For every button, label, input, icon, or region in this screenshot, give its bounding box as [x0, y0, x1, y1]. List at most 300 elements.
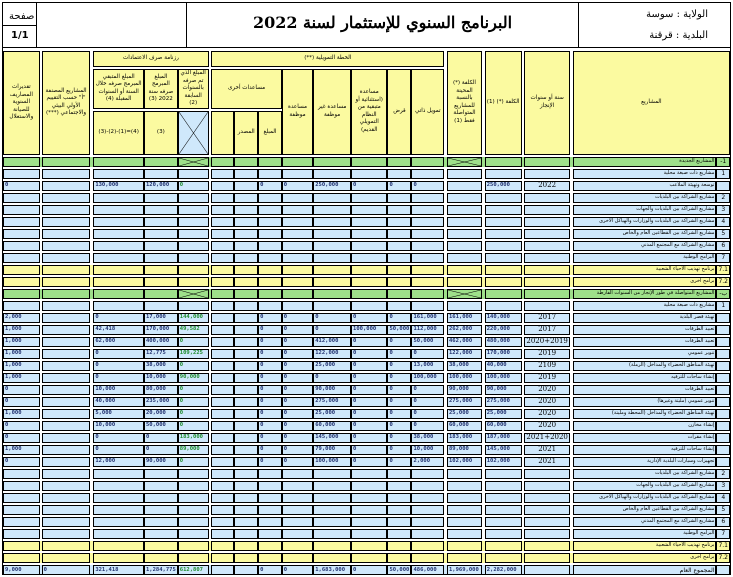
cell-committed — [447, 253, 482, 263]
total-row — [3, 565, 730, 576]
cell-maintenance — [3, 205, 40, 215]
cell-this-year: 90,000 — [144, 457, 178, 467]
cell-rank: 7 — [716, 253, 730, 263]
cell-blank — [211, 409, 234, 419]
cell-assigned-aid — [282, 301, 314, 311]
cell-committed — [447, 553, 482, 563]
cell-unassigned-aid: 90,000 — [313, 385, 351, 395]
cell-name: إنشاء مخازن — [573, 421, 717, 431]
cell-source — [234, 409, 258, 419]
cell-special-aid — [351, 289, 387, 299]
cell-special-aid — [351, 541, 387, 551]
cell-committed — [447, 505, 482, 515]
table-row — [3, 277, 730, 287]
cell-this-year — [144, 301, 178, 311]
investment-table — [3, 49, 730, 575]
cell-name: إنشاء ساحات للترفيه — [573, 373, 717, 383]
cell-source — [234, 565, 258, 576]
cell-social — [42, 169, 91, 179]
cell-source — [234, 217, 258, 227]
cell-special-aid: 0 — [351, 445, 387, 455]
cell-assigned-aid: 0 — [282, 445, 314, 455]
cell-special-aid — [351, 301, 387, 311]
cell-assigned-aid — [282, 481, 314, 491]
cell-rank — [716, 433, 730, 443]
cell-maintenance: 0 — [3, 457, 40, 467]
cell-social — [42, 301, 91, 311]
cell-cost — [485, 529, 522, 539]
cell-remaining: 0 — [93, 433, 144, 443]
cell-self-fin: 0 — [411, 397, 444, 407]
cell-committed — [447, 469, 482, 479]
cell-loan — [387, 553, 411, 563]
cell-prev-disb — [178, 241, 209, 251]
cell-committed — [447, 157, 482, 167]
cell-prev-disb: 0 — [178, 397, 209, 407]
cell-unassigned-aid — [313, 529, 351, 539]
cell-loan: 0 — [387, 313, 411, 323]
cell-committed: 183,000 — [447, 433, 482, 443]
cell-unassigned-aid — [313, 157, 351, 167]
cell-special-aid: 0 — [351, 337, 387, 347]
cell-prev-disb — [178, 253, 209, 263]
cell-unassigned-aid — [313, 517, 351, 527]
cell-committed: 38,000 — [447, 361, 482, 371]
cell-this-year — [144, 253, 178, 263]
cell-remaining: 12,000 — [93, 457, 144, 467]
cell-maintenance — [3, 529, 40, 539]
cell-rank: 1 — [716, 169, 730, 179]
cell-source — [234, 553, 258, 563]
cell-self-fin — [411, 493, 444, 503]
cell-unassigned-aid: 25,000 — [313, 361, 351, 371]
cell-committed: 89,000 — [447, 445, 482, 455]
cell-this-year: 10,000 — [144, 373, 178, 383]
cell-maintenance — [3, 253, 40, 263]
cell-amount: 0 — [258, 409, 282, 419]
cell-maintenance — [3, 469, 40, 479]
cell-name: تعبيد الطرقات — [573, 325, 717, 335]
cell-blank — [211, 169, 234, 179]
cell-year — [524, 277, 570, 287]
cell-assigned-aid — [282, 157, 314, 167]
cell-blank — [211, 337, 234, 347]
cell-name: برامج أخرى — [573, 553, 717, 563]
cell-social — [42, 205, 91, 215]
table-row — [3, 361, 730, 371]
cell-amount: 0 — [258, 457, 282, 467]
cell-committed: 60,000 — [447, 421, 482, 431]
cell-amount — [258, 505, 282, 515]
cell-name: تهيئة المناطق الخضراء والمداخل (الرملة) — [573, 361, 717, 371]
cell-loan: 0 — [387, 373, 411, 383]
cell-remaining — [93, 481, 144, 491]
table-row — [3, 529, 730, 539]
cell-maintenance — [3, 541, 40, 551]
cell-assigned-aid — [282, 469, 314, 479]
cell-committed: 122,000 — [447, 349, 482, 359]
cell-social — [42, 517, 91, 527]
cell-amount — [258, 541, 282, 551]
cell-committed: 275,000 — [447, 397, 482, 407]
table-row — [3, 457, 730, 467]
cell-loan: 0 — [387, 361, 411, 371]
cell-amount — [258, 193, 282, 203]
cell-prev-disb: 0 — [178, 337, 209, 347]
cell-maintenance — [3, 481, 40, 491]
cell-social — [42, 433, 91, 443]
cell-year — [524, 505, 570, 515]
cell-remaining — [93, 517, 144, 527]
cell-assigned-aid — [282, 541, 314, 551]
cell-unassigned-aid — [313, 301, 351, 311]
cell-committed: 262,000 — [447, 325, 482, 335]
cell-blank — [211, 481, 234, 491]
cell-prev-disb — [178, 277, 209, 287]
table-row — [3, 409, 730, 419]
cell-assigned-aid — [282, 529, 314, 539]
cell-source — [234, 349, 258, 359]
cell-this-year — [144, 265, 178, 275]
cell-amount: 0 — [258, 433, 282, 443]
cell-year — [524, 217, 570, 227]
cell-name: مشاريع الشراكة مع المجتمع المدني — [573, 241, 717, 251]
cell-cost — [485, 205, 522, 215]
cell-name: المشاريع الجديدة — [573, 157, 717, 167]
cell-cost — [485, 517, 522, 527]
cell-remaining — [93, 229, 144, 239]
cell-unassigned-aid — [313, 277, 351, 287]
cell-source — [234, 457, 258, 467]
cell-prev-disb: 144,000 — [178, 313, 209, 323]
cell-cost — [485, 289, 522, 299]
cell-remaining — [93, 541, 144, 551]
cell-blank — [211, 469, 234, 479]
cell-amount: 0 — [258, 565, 282, 576]
cell-unassigned-aid: 79,000 — [313, 445, 351, 455]
cell-this-year — [144, 493, 178, 503]
cell-social — [42, 241, 91, 251]
cell-social — [42, 157, 91, 167]
col-other-aid: مساعدات أخرى — [211, 69, 281, 109]
cell-prev-disb: 109,225 — [178, 349, 209, 359]
cell-special-aid — [351, 505, 387, 515]
cell-assigned-aid: 0 — [282, 565, 314, 576]
cell-maintenance: 1,000 — [3, 349, 40, 359]
cell-amount: 0 — [258, 313, 282, 323]
cell-committed — [447, 193, 482, 203]
cell-amount — [258, 157, 282, 167]
cell-committed — [447, 169, 482, 179]
cell-prev-disb — [178, 529, 209, 539]
cell-source — [234, 193, 258, 203]
cell-maintenance: 0 — [3, 397, 40, 407]
cell-rank: 2 — [716, 193, 730, 203]
cell-blank — [211, 217, 234, 227]
cell-remaining — [93, 157, 144, 167]
cell-maintenance — [3, 301, 40, 311]
table-row — [3, 253, 730, 263]
table-row — [3, 289, 730, 299]
cell-year: 2020 — [524, 409, 570, 419]
cell-rank: 4 — [716, 217, 730, 227]
cell-special-aid — [351, 229, 387, 239]
cell-source — [234, 529, 258, 539]
cell-social — [42, 409, 91, 419]
cell-loan — [387, 217, 411, 227]
cell-amount — [258, 517, 282, 527]
cell-rank: 3 — [716, 205, 730, 215]
cell-year: 2109 — [524, 361, 570, 371]
cell-social — [42, 541, 91, 551]
cell-loan — [387, 469, 411, 479]
cell-blank — [211, 301, 234, 311]
cell-amount — [258, 169, 282, 179]
cell-source — [234, 289, 258, 299]
col-formula: (4)=(1)-(2)-(3) — [93, 111, 144, 155]
cell-source — [234, 313, 258, 323]
cell-name: تعبيد الطرقات — [573, 385, 717, 395]
cell-unassigned-aid: 25,000 — [313, 409, 351, 419]
cell-name: تنوير عمومي — [573, 349, 717, 359]
cell-this-year: 0 — [144, 445, 178, 455]
cell-name: برنامج تهذيب الأحياء الشعبية — [573, 265, 717, 275]
cell-rank: 2 — [716, 469, 730, 479]
cell-cost — [485, 277, 522, 287]
cell-remaining: 0 — [93, 349, 144, 359]
cell-amount — [258, 229, 282, 239]
cell-source — [234, 481, 258, 491]
cell-unassigned-aid — [313, 205, 351, 215]
cell-loan: 0 — [387, 385, 411, 395]
cell-blank — [211, 325, 234, 335]
cell-cost: 40,000 — [485, 361, 522, 371]
cell-committed — [447, 217, 482, 227]
cell-cost: 100,000 — [485, 373, 522, 383]
cell-cost — [485, 265, 522, 275]
cell-loan: 0 — [387, 445, 411, 455]
cell-this-year — [144, 553, 178, 563]
cell-this-year: 20,000 — [144, 409, 178, 419]
cell-rank: 1- — [716, 157, 730, 167]
col-financing-group: الخطة التمويلية (**) — [211, 51, 444, 67]
cell-unassigned-aid — [313, 193, 351, 203]
col-unassigned-aid: مساعدة غير موظفة — [313, 69, 351, 155]
cell-prev-disb: 49,582 — [178, 325, 209, 335]
table-row — [3, 217, 730, 227]
cell-assigned-aid: 0 — [282, 421, 314, 431]
cell-blank — [211, 289, 234, 299]
cell-committed — [447, 241, 482, 251]
col-other-amount: المبلغ — [258, 111, 282, 155]
cell-special-aid — [351, 253, 387, 263]
cell-remaining — [93, 553, 144, 563]
cell-rank — [716, 409, 730, 419]
cell-rank — [716, 565, 730, 576]
cell-social — [42, 373, 91, 383]
cell-this-year — [144, 169, 178, 179]
cell-cost — [485, 469, 522, 479]
cell-maintenance — [3, 169, 40, 179]
cell-committed: 1,969,000 — [447, 565, 482, 576]
cell-year: 2021 — [524, 457, 570, 467]
title-box — [186, 3, 579, 47]
cell-blank — [211, 517, 234, 527]
cell-year: 2020 — [524, 385, 570, 395]
cell-self-fin — [411, 265, 444, 275]
cell-assigned-aid: 0 — [282, 337, 314, 347]
cell-unassigned-aid: 100,000 — [313, 457, 351, 467]
cell-name: مشاريع الشراكة بين البلديات والوزارات والهياكل الأخرى — [573, 217, 717, 227]
cell-this-year — [144, 193, 178, 203]
cell-year — [524, 205, 570, 215]
cell-assigned-aid — [282, 493, 314, 503]
table-row — [3, 553, 730, 563]
cell-name: مشاريع ذات صبغة محلية — [573, 169, 717, 179]
investment-program-sheet — [2, 2, 731, 575]
cell-maintenance: 9,000 — [3, 565, 40, 576]
cell-unassigned-aid: 60,000 — [313, 421, 351, 431]
cell-this-year — [144, 157, 178, 167]
cell-rank: 4 — [716, 493, 730, 503]
cell-this-year — [144, 505, 178, 515]
cell-cost: 220,000 — [485, 325, 522, 335]
cell-this-year — [144, 289, 178, 299]
cell-social — [42, 469, 91, 479]
cell-blank — [211, 421, 234, 431]
cell-rank — [716, 181, 730, 191]
col-special-aid: مساعدة (استثنائية أو متبقية من النظام التمويلي القديم) — [351, 69, 387, 155]
cell-loan — [387, 301, 411, 311]
cell-special-aid — [351, 517, 387, 527]
cell-year: 2019 — [524, 349, 570, 359]
cell-loan: 0 — [387, 409, 411, 419]
table-row — [3, 349, 730, 359]
cell-loan: 50,000 — [387, 325, 411, 335]
cell-social — [42, 229, 91, 239]
cell-social — [42, 325, 91, 335]
table-row — [3, 193, 730, 203]
cell-source — [234, 385, 258, 395]
cell-remaining — [93, 217, 144, 227]
cell-maintenance — [3, 517, 40, 527]
cell-blank — [211, 373, 234, 383]
cell-special-aid: 0 — [351, 421, 387, 431]
cell-prev-disb — [178, 301, 209, 311]
cell-self-fin: 161,000 — [411, 313, 444, 323]
col-prev-disbursed: المبلغ الذي تم صرفه بالسنوات السابقة (2) — [178, 69, 209, 109]
cell-special-aid: 0 — [351, 397, 387, 407]
cell-this-year: 38,000 — [144, 361, 178, 371]
cell-assigned-aid: 0 — [282, 373, 314, 383]
cell-cost — [485, 553, 522, 563]
cell-special-aid — [351, 277, 387, 287]
cell-self-fin: 0 — [411, 181, 444, 191]
cell-year — [524, 289, 570, 299]
cell-committed: 25,000 — [447, 409, 482, 419]
cell-rank: ب- — [716, 289, 730, 299]
cell-amount — [258, 253, 282, 263]
cell-cost: 145,000 — [485, 445, 522, 455]
cell-special-aid — [351, 205, 387, 215]
cell-rank: 6 — [716, 241, 730, 251]
cell-unassigned-aid — [313, 229, 351, 239]
table-row — [3, 445, 730, 455]
cell-cost — [485, 193, 522, 203]
cell-source — [234, 493, 258, 503]
cell-loan: 0 — [387, 397, 411, 407]
cell-year — [524, 493, 570, 503]
cell-committed: 161,000 — [447, 313, 482, 323]
table-row — [3, 397, 730, 407]
cell-year — [524, 541, 570, 551]
cell-assigned-aid: 0 — [282, 433, 314, 443]
cell-self-fin: 10,000 — [411, 445, 444, 455]
cell-committed: 90,000 — [447, 385, 482, 395]
cell-rank: 3 — [716, 481, 730, 491]
cell-social — [42, 313, 91, 323]
cell-committed: 462,000 — [447, 337, 482, 347]
cell-rank — [716, 349, 730, 359]
cell-rank — [716, 397, 730, 407]
cell-special-aid — [351, 241, 387, 251]
cell-remaining — [93, 277, 144, 287]
cell-self-fin — [411, 553, 444, 563]
cell-year: 2019 — [524, 373, 570, 383]
cell-cost — [485, 169, 522, 179]
cell-prev-disb: 0 — [178, 457, 209, 467]
cell-loan — [387, 229, 411, 239]
cell-this-year: 235,000 — [144, 397, 178, 407]
cell-loan — [387, 529, 411, 539]
table-row — [3, 241, 730, 251]
cell-loan: 0 — [387, 337, 411, 347]
cell-special-aid — [351, 469, 387, 479]
cell-self-fin: 0 — [411, 349, 444, 359]
cell-cost — [485, 541, 522, 551]
cell-remaining — [93, 205, 144, 215]
cell-year: 2020 — [524, 397, 570, 407]
cell-blank — [211, 181, 234, 191]
cell-prev-disb: 89,000 — [178, 445, 209, 455]
cell-this-year — [144, 469, 178, 479]
cell-remaining — [93, 265, 144, 275]
cell-blank — [211, 277, 234, 287]
table-row — [3, 433, 730, 443]
cell-self-fin: 0 — [411, 421, 444, 431]
cell-year: 2021 — [524, 445, 570, 455]
cell-social — [42, 397, 91, 407]
cell-source — [234, 361, 258, 371]
cell-name: إنشاء مقرات — [573, 433, 717, 443]
cell-prev-disb: 90,000 — [178, 373, 209, 383]
cell-amount: 0 — [258, 421, 282, 431]
cell-maintenance — [3, 277, 40, 287]
cell-amount — [258, 529, 282, 539]
cell-unassigned-aid: 412,000 — [313, 337, 351, 347]
baladia-label: البلدية : قرقنة — [649, 30, 708, 41]
cell-remaining: 42,418 — [93, 325, 144, 335]
cell-assigned-aid: 0 — [282, 313, 314, 323]
cell-this-year: 400,000 — [144, 337, 178, 347]
cell-name: مشاريع الشراكة مع المجتمع المدني — [573, 517, 717, 527]
cell-rank — [716, 421, 730, 431]
cell-prev-disb: 183,000 — [178, 433, 209, 443]
cell-cost: 102,000 — [485, 457, 522, 467]
cell-social — [42, 445, 91, 455]
cell-year — [524, 529, 570, 539]
cell-name: تهيئة المناطق الخضراء والمداخل (المحطة ومليتة) — [573, 409, 717, 419]
